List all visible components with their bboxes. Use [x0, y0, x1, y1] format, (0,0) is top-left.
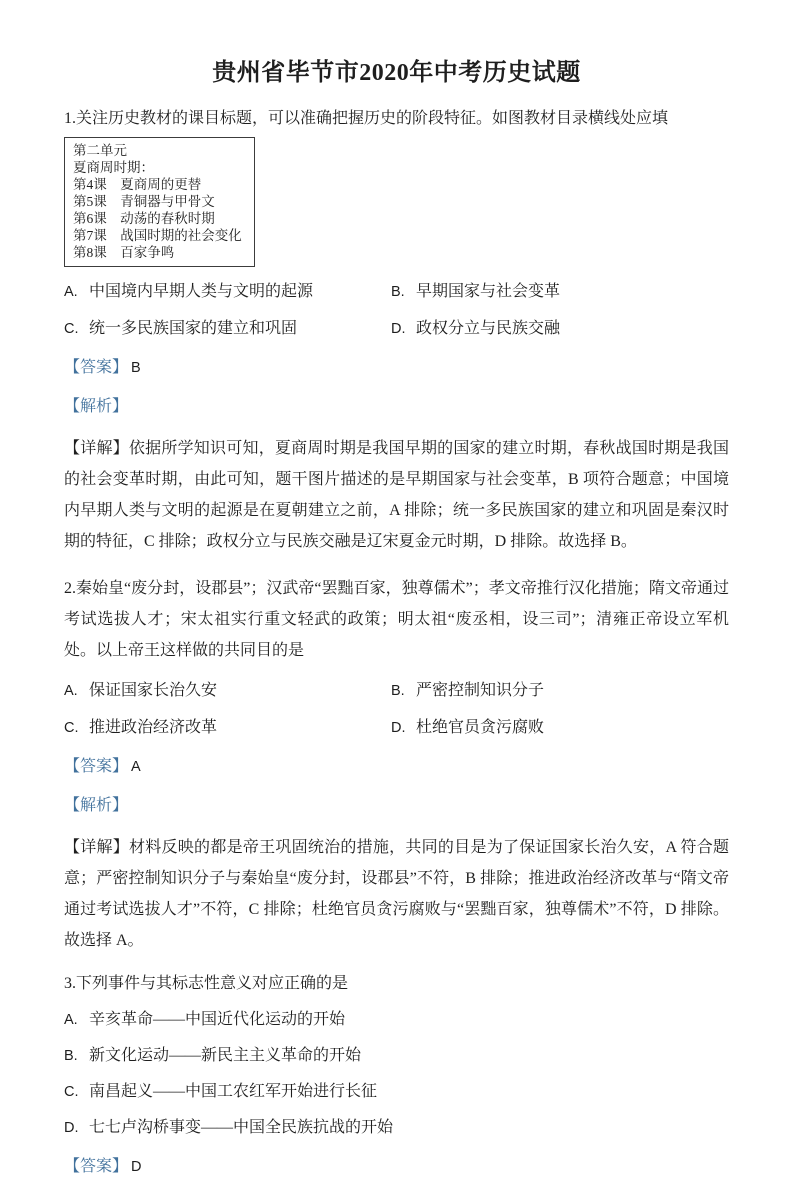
option-text: 辛亥革命——中国近代化运动的开始	[89, 1011, 346, 1028]
q1-analysis-line	[64, 396, 729, 417]
option-letter: D.	[391, 321, 406, 337]
q1-answer-line	[64, 357, 729, 379]
detail-text: 材料反映的都是帝王巩固统治的措施，共同的目是为了保证国家长治久安，A 符合题意；严密控制知识分子与秦始皇“废分封，设郡县”不符，B 排除；推进政治经济改革与“隋文帝通过考试选拔人才”不符，C 排除；杜绝官员贪污腐败与“罢黜百家，独尊儒术”不符，D 排除。故选择 A。	[64, 839, 729, 949]
option-letter: C.	[64, 1084, 79, 1100]
toc-line: 第8课 百家争鸣	[73, 245, 175, 260]
option-text: 杜绝官员贪污腐败	[416, 719, 545, 736]
q2-detail-paragraph	[64, 832, 729, 956]
option-letter: B.	[391, 284, 405, 300]
toc-line: 第7课 战国时期的社会变化	[73, 228, 242, 243]
page-title: 贵州省毕节市2020年中考历史试题	[212, 60, 581, 86]
toc-line: 第二单元	[73, 143, 127, 158]
question-2-options	[64, 680, 729, 739]
q2-option-b	[391, 680, 729, 702]
detail-text: 依据所学知识可知，夏商周时期是我国早期的国家的建立时期，春秋战国时期是我国的社会变革时期，由此可知，题干图片描述的是早期国家与社会变革，B 项符合题意；中国境内早期人类与文明的起源是在夏朝建立之前，A 排除；统一多民族国家的建立和巩固是秦汉时期的特征，C 排除；政权分立与民族交融是辽宋夏金元时期，D 排除。故选择 B。	[64, 440, 729, 550]
q3-option-b	[64, 1045, 729, 1067]
toc-line: 第6课 动荡的春秋时期	[73, 211, 215, 226]
q3-answer-line	[64, 1156, 729, 1178]
q3-option-d	[64, 1117, 729, 1139]
q2-option-c	[64, 717, 391, 739]
question-2-stem: 2.秦始皇“废分封，设郡县”；汉武帝“罢黜百家，独尊儒术”；孝文帝推行汉化措施；隋文帝通过考试选拔人才；宋太祖实行重文轻武的政策；明太祖“废丞相，设三司”；清雍正帝设立军机处。以上帝王这样做的共同目的是	[64, 580, 729, 659]
q1-option-d	[391, 318, 729, 340]
toc-line: 夏商周时期：	[73, 160, 154, 175]
analysis-tag: 【解析】	[64, 398, 129, 415]
q2-option-d	[391, 717, 729, 739]
option-letter: C.	[64, 720, 79, 736]
option-text: 推进政治经济改革	[89, 719, 218, 736]
answer-tag: 【答案】	[64, 359, 129, 376]
option-letter: B.	[64, 1048, 78, 1064]
option-text: 七七卢沟桥事变——中国全民族抗战的开始	[89, 1119, 394, 1136]
question-1	[64, 107, 729, 557]
option-letter: A.	[64, 683, 78, 699]
answer-tag: 【答案】	[64, 1158, 129, 1175]
q2-answer-line	[64, 756, 729, 778]
analysis-tag: 【解析】	[64, 797, 129, 814]
textbook-toc-box	[64, 137, 255, 267]
question-1-options	[64, 281, 729, 340]
answer-tag: 【答案】	[64, 758, 129, 775]
option-text: 中国境内早期人类与文明的起源	[89, 283, 314, 300]
question-1-stem: 1.关注历史教材的课目标题，可以准确把握历史的阶段特征。如图教材目录横线处应填	[64, 110, 669, 127]
option-text: 新文化运动——新民主主义革命的开始	[89, 1047, 362, 1064]
q1-option-c	[64, 318, 391, 340]
question-3	[64, 972, 729, 1178]
option-text: 严密控制知识分子	[416, 682, 545, 699]
q3-option-c	[64, 1081, 729, 1103]
option-text: 统一多民族国家的建立和巩固	[89, 320, 298, 337]
q1-detail-paragraph	[64, 433, 729, 557]
detail-tag: 【详解】	[64, 839, 130, 856]
answer-letter: A	[131, 759, 141, 775]
q3-option-a	[64, 1009, 729, 1031]
option-text: 南昌起义——中国工农红军开始进行长征	[89, 1083, 378, 1100]
option-letter: B.	[391, 683, 405, 699]
question-3-stem: 3.下列事件与其标志性意义对应正确的是	[64, 975, 349, 992]
q1-option-a	[64, 281, 391, 303]
toc-line: 第5课 青铜器与甲骨文	[73, 194, 215, 209]
detail-tag: 【详解】	[64, 440, 129, 457]
option-letter: D.	[64, 1120, 79, 1136]
option-text: 早期国家与社会变革	[416, 283, 561, 300]
answer-letter: B	[131, 360, 141, 376]
option-letter: A.	[64, 1012, 78, 1028]
option-letter: A.	[64, 284, 78, 300]
q2-option-a	[64, 680, 391, 702]
question-2	[64, 573, 729, 956]
toc-line: 第4课 夏商周的更替	[73, 177, 202, 192]
option-letter: D.	[391, 720, 406, 736]
answer-letter: D	[131, 1159, 142, 1175]
option-letter: C.	[64, 321, 79, 337]
q1-option-b	[391, 281, 729, 303]
question-3-options	[64, 1009, 729, 1139]
option-text: 政权分立与民族交融	[416, 320, 561, 337]
option-text: 保证国家长治久安	[89, 682, 218, 699]
q2-analysis-line	[64, 795, 729, 816]
